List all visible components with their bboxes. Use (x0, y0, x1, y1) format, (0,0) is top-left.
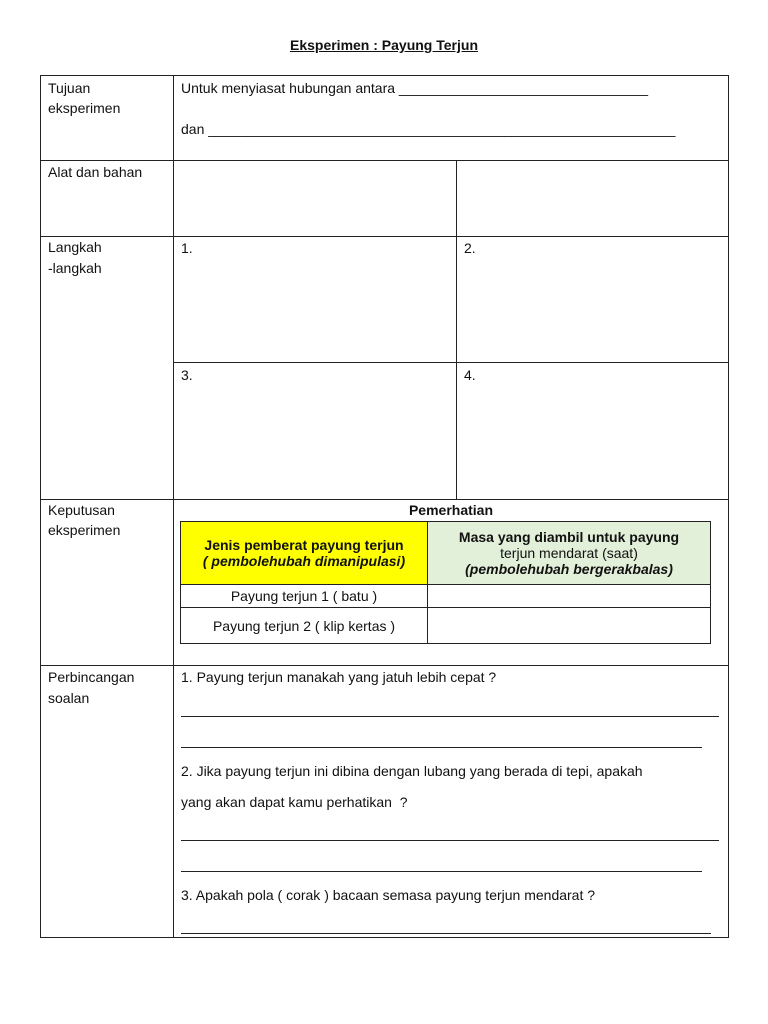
label-perbincangan-line1: Perbincangan (48, 669, 135, 685)
label-langkah-line2: -langkah (48, 260, 102, 276)
col2-line2: terjun mendarat (saat) (500, 545, 638, 561)
tujuan-line2: dan ____________________________________________________________ (181, 121, 676, 137)
col2-line3: (pembolehubah bergerakbalas) (465, 561, 673, 577)
table-row (181, 585, 711, 608)
step-number-1: 1. (181, 240, 193, 256)
alat-cell-left[interactable] (173, 160, 457, 237)
question-1: 1. Payung terjun manakah yang jatuh lebih cepat ? (181, 669, 497, 685)
step-number-3: 3. (181, 367, 193, 383)
row1-time-cell[interactable] (428, 585, 711, 608)
answer-line-q1-a[interactable] (181, 716, 719, 717)
row1-type: Payung terjun 1 ( batu ) (181, 585, 428, 608)
label-perbincangan-line2: soalan (48, 690, 90, 706)
document-title: Eksperimen : Payung Terjun (289, 37, 478, 53)
label-keputusan-line1: Keputusan (48, 502, 115, 518)
row2-type: Payung terjun 2 ( klip kertas ) (181, 608, 428, 644)
observation-table (180, 521, 711, 644)
answer-line-q3-a[interactable] (181, 933, 711, 934)
row2-time-cell[interactable] (428, 608, 711, 644)
step-number-4: 4. (464, 367, 476, 383)
label-alat: Alat dan bahan (48, 164, 143, 180)
step-cell-1[interactable] (173, 236, 457, 363)
label-langkah-line1: Langkah (48, 239, 102, 255)
col1-line1: Jenis pemberat payung terjun (204, 537, 404, 553)
answer-line-q2-b[interactable] (181, 871, 702, 872)
label-tujuan-line2: eksperimen (48, 100, 121, 116)
question-3: 3. Apakah pola ( corak ) bacaan semasa payung terjun mendarat ? (181, 887, 596, 903)
col2-line1: Masa yang diambil untuk payung (458, 529, 680, 545)
label-keputusan-line2: eksperimen (48, 522, 121, 538)
observation-header-manipulated (181, 522, 428, 585)
question-2-line1: 2. Jika payung terjun ini dibina dengan lubang yang berada di tepi, apakah (181, 763, 643, 779)
label-tujuan-line1: Tujuan (48, 80, 91, 96)
answer-line-q2-a[interactable] (181, 840, 719, 841)
observation-header-responding (428, 522, 711, 585)
observation-heading: Pemerhatian (408, 502, 494, 518)
table-row (181, 608, 711, 644)
step-cell-3[interactable] (173, 362, 457, 500)
step-number-2: 2. (464, 240, 476, 256)
alat-cell-right[interactable] (456, 160, 729, 237)
step-cell-2[interactable] (456, 236, 729, 363)
question-2-line2: yang akan dapat kamu perhatikan ? (181, 794, 408, 810)
step-cell-4[interactable] (456, 362, 729, 500)
tujuan-line1: Untuk menyiasat hubungan antara ________________________________ (181, 80, 649, 96)
answer-line-q1-b[interactable] (181, 747, 702, 748)
col1-line2: ( pembolehubah dimanipulasi) (202, 553, 406, 569)
